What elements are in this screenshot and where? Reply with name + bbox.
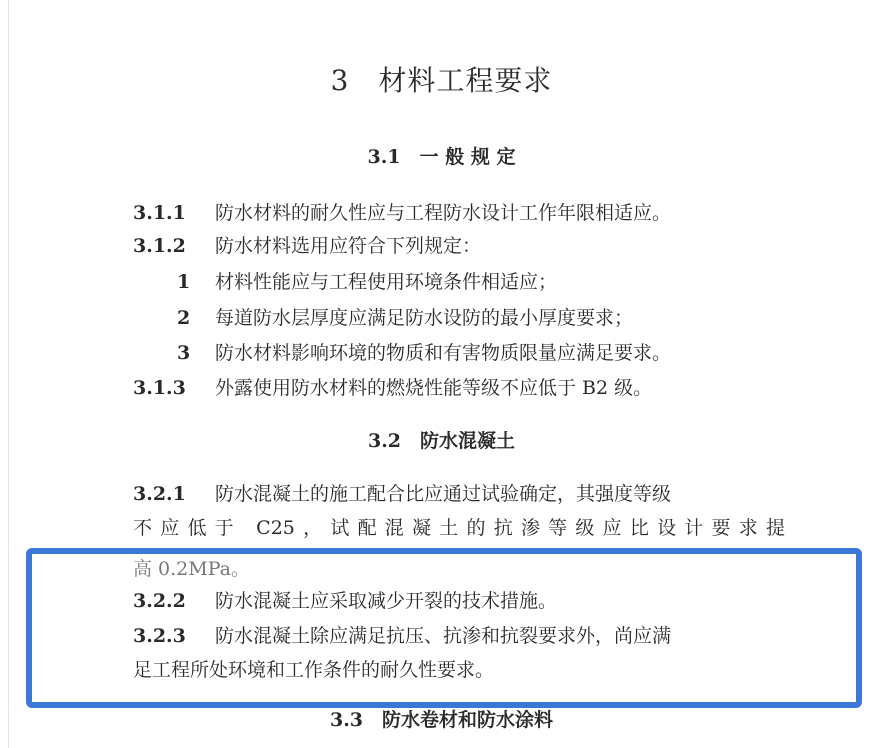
item-number: 2 [177, 307, 191, 329]
highlight-box [26, 548, 862, 708]
clause-3-2-1 [133, 481, 671, 507]
item-text: 材料性能应与工程使用环境条件相适应； [215, 271, 558, 293]
clause-3-1-2 [133, 233, 481, 259]
clause-text: 防水混凝土应采取减少开裂的技术措施。 [215, 590, 558, 612]
clause-text: 防水混凝土除应满足抗压、抗渗和抗裂要求外，尚应满 [215, 625, 672, 647]
clause-text: 防水混凝土的施工配合比应通过试验确定，其强度等级 [215, 483, 672, 505]
item-number: 3 [177, 342, 191, 364]
item-number: 1 [177, 271, 191, 293]
clause-3-1-3 [133, 375, 652, 401]
clause-text-continued: 高 0.2MPa。 [133, 558, 250, 580]
clause-text-continued: 不应低于 C25，试配混凝土的抗渗等级应比设计要求提 [133, 517, 785, 539]
section-heading-3-1: 3.1 一 般 规 定 [367, 146, 516, 168]
item-text: 每道防水层厚度应满足防水设防的最小厚度要求； [215, 307, 634, 329]
clause-number: 3.1.1 [133, 202, 186, 224]
list-item [177, 340, 671, 366]
clause-3-1-1 [133, 200, 671, 226]
section-heading-3-3: 3.3 防水卷材和防水涂料 [329, 709, 554, 731]
section-heading-3-2: 3.2 防水混凝土 [367, 430, 516, 452]
page-edge [8, 0, 9, 748]
clause-text-continued: 足工程所处环境和工作条件的耐久性要求。 [133, 659, 495, 681]
clause-text: 防水材料的耐久性应与工程防水设计工作年限相适应。 [215, 202, 672, 224]
chapter-title: 3 材料工程要求 [330, 64, 553, 97]
list-item [177, 305, 633, 331]
clause-number: 3.1.3 [133, 377, 186, 399]
clause-number: 3.1.2 [133, 235, 186, 257]
clause-number: 3.2.2 [133, 590, 186, 612]
clause-text: 外露使用防水材料的燃烧性能等级不应低于 B2 级。 [215, 377, 653, 399]
clause-number: 3.2.1 [133, 483, 186, 505]
item-text: 防水材料影响环境的物质和有害物质限量应满足要求。 [215, 342, 672, 364]
clause-number: 3.2.3 [133, 625, 186, 647]
list-item [177, 269, 557, 295]
clause-text: 防水材料选用应符合下列规定： [215, 235, 482, 257]
